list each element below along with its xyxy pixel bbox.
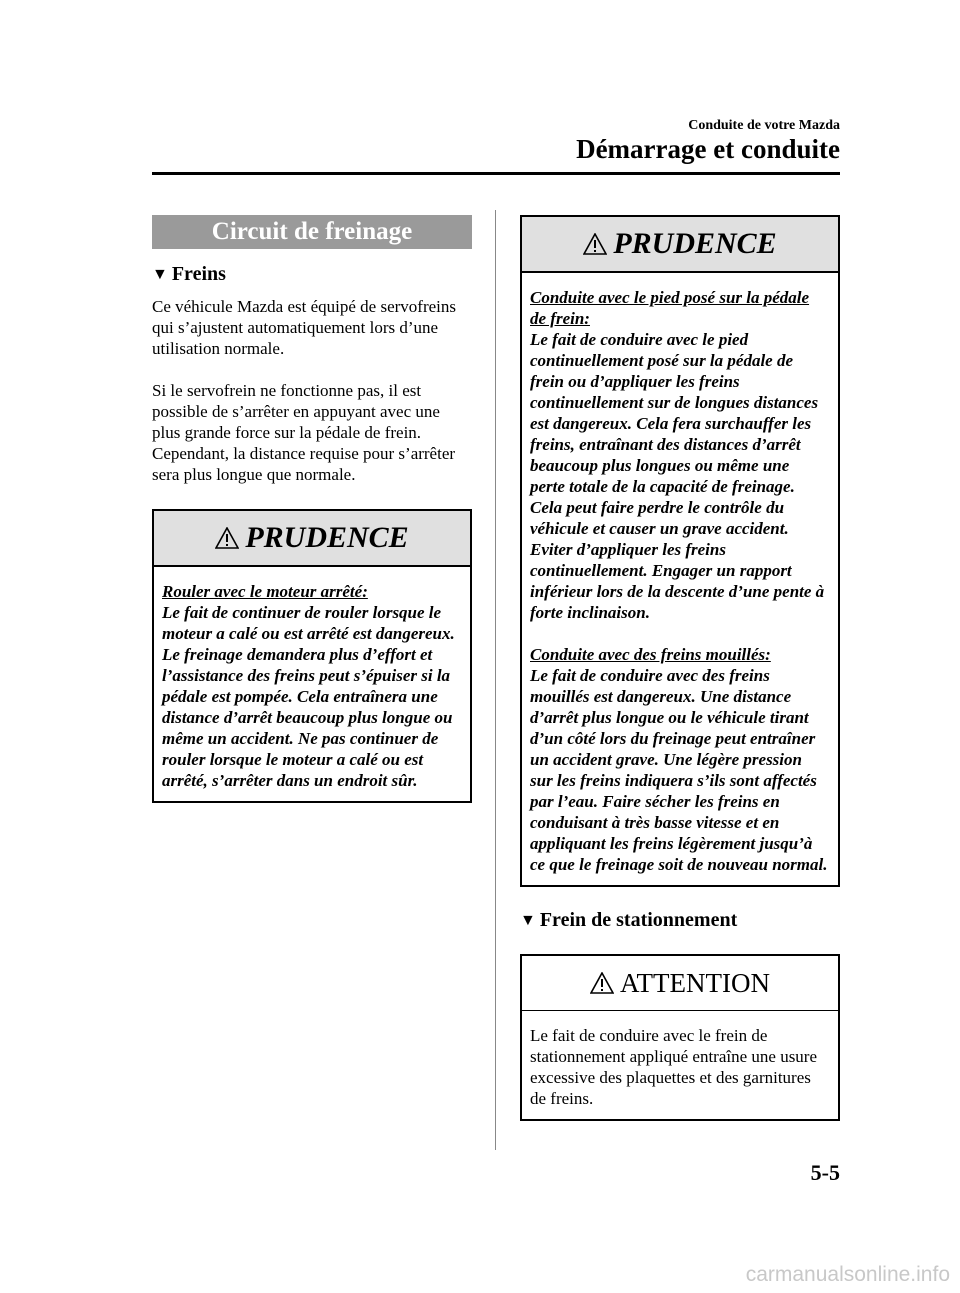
paragraph-1: Ce véhicule Mazda est équipé de servofreins qui s’ajustent automatiquement lors d’une utilisation normale. — [152, 297, 456, 358]
paragraph-2: Si le servofrein ne fonctionne pas, il est possible de s’arrêter en appuyant avec une plus grande force sur la pédale de frein. Cependant, la distance requise pour s’arrêter sera plus longue que normale. — [152, 381, 456, 484]
attention-body — [522, 1011, 838, 1119]
attention-box — [520, 954, 840, 1121]
triangle-down-icon: ▼ — [520, 911, 536, 929]
page-number: 5-5 — [810, 1160, 840, 1185]
caution-heading: PRUDENCE — [613, 227, 777, 260]
caution-body — [154, 567, 470, 801]
subheading-label: Frein de stationnement — [539, 909, 738, 931]
warning-icon — [583, 233, 607, 255]
section-title: Démarrage et conduite — [576, 134, 840, 164]
attention-text: Le fait de conduire avec le frein de stationnement appliqué entraîne une usure excessive des plaquettes et des garnitures de freins. — [530, 1026, 818, 1108]
caution-title-1: Conduite avec le pied posé sur la pédale de frein: — [530, 288, 810, 328]
right-column — [520, 215, 840, 1121]
caution-header — [522, 217, 838, 273]
caution-title: Rouler avec le moteur arrêté: — [162, 582, 368, 601]
triangle-down-icon: ▼ — [152, 265, 168, 283]
column-divider — [495, 210, 496, 1150]
header-rule — [152, 172, 840, 175]
caution-heading: PRUDENCE — [245, 521, 409, 554]
caution-box-right — [520, 215, 840, 887]
caution-text: Le fait de continuer de rouler lorsque le moteur a calé ou est arrêté est dangereux. Le freinage demandera plus d’effort et l’assistance des freins peut s’épuiser si la pédale est pompée. Cela entraînera une distance d’arrêt beaucoup plus longue ou même un accident. Ne pas continuer de rouler lorsque le moteur a calé ou est arrêté, s’arrêter dans un endroit sûr. — [162, 603, 455, 790]
caution-title-2: Conduite avec des freins mouillés: — [530, 645, 771, 664]
caution-header — [154, 511, 470, 567]
subheading-frein-stationnement — [520, 909, 840, 932]
caution-text-2: Le fait de conduire avec des freins mouillés est dangereux. Une distance d’arrêt plus longue ou le véhicule tirant d’un côté lors du freinage peut entraîner un accident grave. Une légère pression sur les freins indiquera s’ils sont affectés par l’eau. Faire sécher les freins en conduisant à très basse vitesse et en appliquant les freins légèrement jusqu’à ce que le freinage soit de nouveau normal. — [530, 666, 828, 874]
caution-text-1: Le fait de conduire avec le pied continuellement posé sur la pédale de frein ou d’appliquer les freins continuellement sur de longues distances est dangereux. Cela fera surchauffer les freins, entraînant des distances d’arrêt beaucoup plus longues ou même une perte totale de la capacité de freinage. Cela peut faire perdre le contrôle du véhicule et causer un grave accident. Eviter d’appliquer les freins continuellement. Engager un rapport inférieur lors de la descente d’une pente à forte inclinaison. — [530, 330, 825, 622]
attention-heading: ATTENTION — [620, 967, 770, 998]
attention-header — [522, 956, 838, 1010]
subheading-label: Freins — [171, 263, 226, 285]
warning-icon — [215, 527, 239, 549]
subheading-freins — [152, 263, 472, 286]
section-band-title: Circuit de freinage — [152, 215, 472, 249]
warning-icon — [590, 972, 614, 994]
caution-body — [522, 273, 838, 885]
chapter-title: Conduite de votre Mazda — [688, 118, 840, 133]
left-column — [152, 215, 472, 803]
caution-box-left — [152, 509, 472, 803]
watermark: carmanualsonline.info — [745, 1263, 950, 1286]
